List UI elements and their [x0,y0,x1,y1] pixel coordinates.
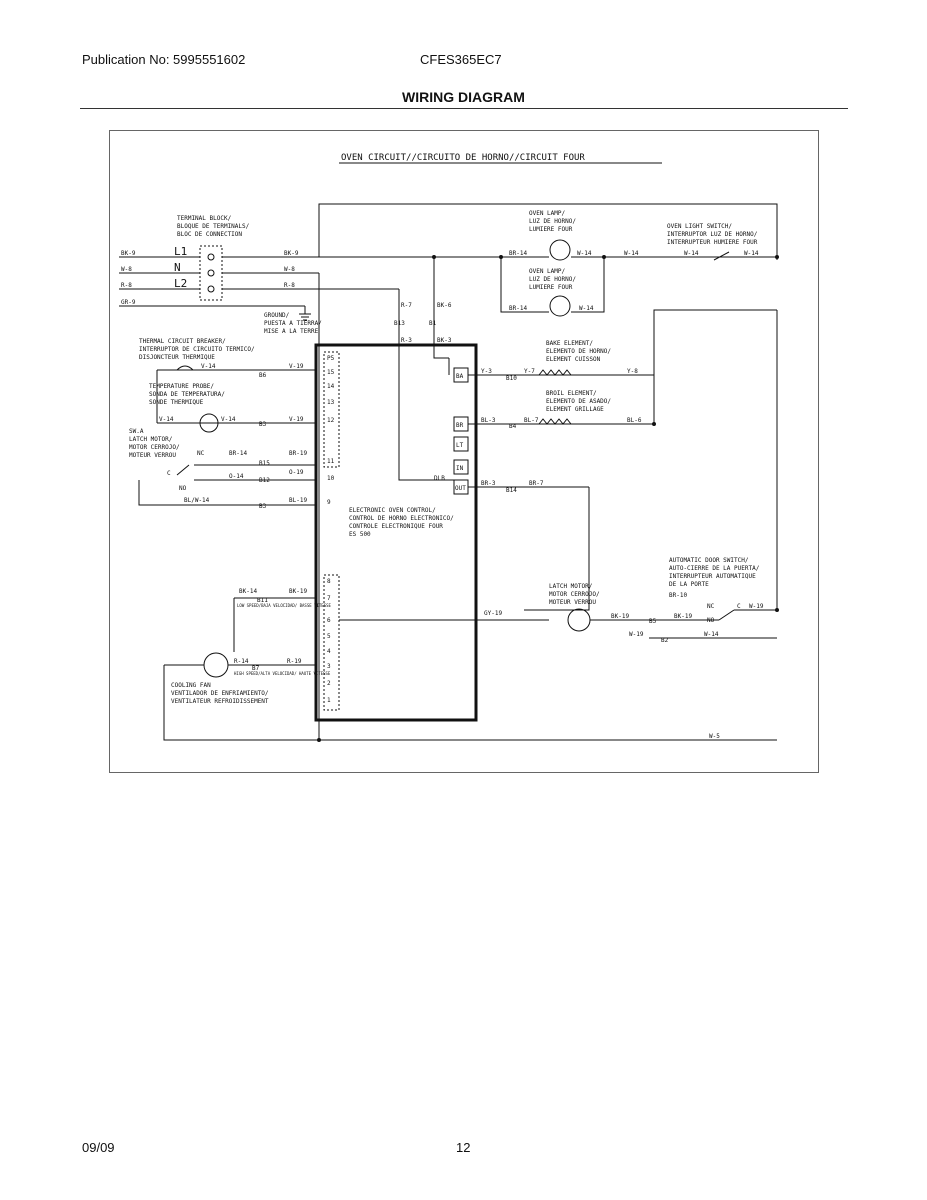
temp-probe-label: SONDA DE TEMPERATURA/ [149,391,225,398]
wire-label: BR-3 [481,480,496,487]
light-switch-contact [714,252,729,260]
wire-label: V-14 [221,416,236,423]
wire-label: B3 [259,421,267,428]
wire-label: B13 [394,320,405,327]
latch-switch-contact [177,465,189,475]
door-switch-label: AUTO-CIERRE DE LA PUERTA/ [669,565,760,572]
relay-label: IN [456,465,464,472]
eoc-pin-label: 5 [327,633,331,640]
latch-motor-left-label: LATCH MOTOR/ [129,436,173,443]
latch-motor-left-label: MOTOR CERROJO/ [129,444,180,451]
wire-label: B4 [509,423,517,430]
wire-label: W-14 [577,250,592,257]
latch-motor-right-label: LATCH MOTOR/ [549,583,593,590]
wire-label: R-8 [121,282,132,289]
junction-dot [499,255,503,259]
dlb-label: DLB [434,475,445,482]
oven-lamp-1-label: LUZ DE HORNO/ [529,218,576,225]
wire-label: BR-19 [289,450,308,457]
temp-probe-label: TEMPERATURE PROBE/ [149,383,215,390]
eoc-pin-label: 4 [327,648,331,655]
wire-label: W-8 [284,266,295,273]
wire-label: B11 [257,597,268,604]
wire-label: B6 [259,372,267,379]
wire-label: NC [707,603,715,610]
wire-label: Y-3 [481,368,492,375]
wire-label: R-7 [401,302,412,309]
wire-label: W-14 [704,631,719,638]
ground-label: MISE A LA TERRE [264,328,319,335]
oven-lamp-1-label: OVEN LAMP/ [529,210,566,217]
bake-element-label: BAKE ELEMENT/ [546,340,593,347]
wire-label: O-19 [289,469,304,476]
wire-label: W-14 [744,250,759,257]
eoc-pin-label: 14 [327,383,335,390]
thermal-breaker-label: DISJONCTEUR THERMIQUE [139,354,215,361]
terminal-l1-label: L1 [174,245,188,258]
wire-label: R-19 [287,658,302,665]
ground-label: GROUND/ [264,312,290,319]
oven-lamp-1-icon [550,240,570,260]
wire-label: C [167,470,171,477]
wire-label: NC [197,450,205,457]
wire-label: W-14 [624,250,639,257]
wire-label: BK-3 [437,337,452,344]
cooling-fan-label: COOLING FAN [171,682,211,689]
eoc-board [316,345,476,720]
ground-label: PUESTA A TIERRA/ [264,320,322,327]
eoc-pin-label: 9 [327,499,331,506]
model-number: CFES365EC7 [420,52,502,67]
wire-label: B2 [661,637,669,644]
bake-element-label: ELEMENTO DE HORNO/ [546,348,612,355]
wire-label: W-19 [629,631,644,638]
wire-label: BR-7 [529,480,544,487]
eoc-pin-label: 2 [327,680,331,687]
door-switch-label: INTERRUPTEUR AUTOMATIQUE [669,573,756,580]
temp-probe-label: SONDE THERMIQUE [149,399,204,406]
wire-label: V-14 [201,363,216,370]
oven-lamp-2-label: OVEN LAMP/ [529,268,566,275]
eoc-label: CONTROL DE HORNO ELECTRONICO/ [349,515,454,522]
door-switch-label: AUTOMATIC DOOR SWITCH/ [669,557,749,564]
eoc-label: ES 500 [349,531,371,538]
wire-label: BL-3 [481,417,496,424]
wire-label: GR-9 [121,299,136,306]
cooling-fan-label: VENTILADOR DE ENFRIAMIENTO/ [171,690,269,697]
terminal-n [208,270,214,276]
eoc-pin-label: 15 [327,369,335,376]
wire-label: BK-14 [239,588,258,595]
wire-label: W-14 [579,305,594,312]
wire-label: BR-10 [669,592,688,599]
wire-label: V-19 [289,416,304,423]
wire-label: W-5 [709,733,720,740]
wire-label: BR-14 [509,305,528,312]
wire-label: NO [707,617,715,624]
door-switch-contact [719,610,734,620]
wire-r7 [399,289,459,480]
bake-element-label: ELEMENT CUISSON [546,356,601,363]
wire-label: BK-19 [674,613,693,620]
eoc-pin-label: 3 [327,663,331,670]
wire-label: BK-19 [611,613,630,620]
light-switch-label: INTERRUPTOR LUZ DE HORNO/ [667,231,758,238]
wire-label: Y-8 [627,368,638,375]
relay-label: LT [456,442,464,449]
wire-label: BL-7 [524,417,539,424]
eoc-pin-label: 6 [327,617,331,624]
wire-label: BL-19 [289,497,308,504]
light-switch-label: OVEN LIGHT SWITCH/ [667,223,733,230]
junction-dot [775,255,779,259]
latch-motor-left-label: SW.A [129,428,144,435]
wire-label: R-14 [234,658,249,665]
junction-dot [652,422,656,426]
wire-label: B14 [506,487,517,494]
eoc-pin-label: 12 [327,417,335,424]
wiring-diagram [109,130,819,773]
eoc-label: CONTROLE ELECTRONIQUE FOUR [349,523,443,530]
wire-label: BL-6 [627,417,642,424]
relay-label: BA [456,373,464,380]
wire-label: B7 [252,665,260,672]
eoc-label: ELECTRONIC OVEN CONTROL/ [349,507,436,514]
oven-lamp-2-label: LUZ DE HORNO/ [529,276,576,283]
page-title: WIRING DIAGRAM [402,89,525,105]
door-switch-label: DE LA PORTE [669,581,709,588]
wire-label: B1 [429,320,437,327]
circuit-title: OVEN CIRCUIT//CIRCUITO DE HORNO//CIRCUIT FOUR [341,153,585,163]
latch-motor-left-label: MOTEUR VERROU [129,452,176,459]
eoc-pin-label: 11 [327,458,335,465]
wire-junctions [317,255,779,742]
wire-label: GY-19 [484,610,503,617]
latch-motor-right-label: MOTEUR VERROU [549,599,596,606]
wire-label: V-19 [289,363,304,370]
header-divider [80,108,848,109]
broil-element-label: BROIL ELEMENT/ [546,390,597,397]
wire-label: B10 [506,375,517,382]
footer-page-number: 12 [456,1140,471,1155]
oven-lamp-1-label: LUMIERE FOUR [529,226,573,233]
footer-date: 09/09 [82,1140,115,1155]
terminal-l2 [208,286,214,292]
junction-dot [317,738,321,742]
wire-label: R-3 [401,337,412,344]
wire-label: B3 [259,503,267,510]
terminal-block-label: BLOQUE DE TERMINALS/ [177,223,250,230]
wire-label: W-14 [684,250,699,257]
cooling-fan-label: VENTILATEUR REFROIDISSEMENT [171,698,269,705]
terminal-l2-label: L2 [174,277,188,290]
eoc-pin-label: 1 [327,697,331,704]
latch-motor-right-label: MOTOR CERROJO/ [549,591,600,598]
cooling-fan-icon [204,653,228,677]
wire-label: W-8 [121,266,132,273]
relay-label: BR [456,422,464,429]
wire-label: BK-19 [289,588,308,595]
bake-element-icon [539,370,571,375]
wire-label: BR-14 [229,450,248,457]
eoc-pin-label: 10 [327,475,335,482]
eoc-pin-label: P5 [327,355,335,362]
broil-element-label: ELEMENT GRILLAGE [546,406,604,413]
thermal-breaker-label: INTERRUPTOR DE CIRCUITO TERMICO/ [139,346,255,353]
wire-label: BK-9 [284,250,299,257]
eoc-pin-label: 8 [327,578,331,585]
wire-label: R-8 [284,282,295,289]
terminal-block-label: BLOC DE CONNECTION [177,231,243,238]
wire-label: B12 [259,477,270,484]
publication-number: Publication No: 5995551602 [82,52,246,67]
wire-l2-bus [654,310,777,424]
fan-speed-high-label: HIGH SPEED/ALTA VELOCIDAD/ HAUTE VITESSE [234,671,331,676]
light-switch-label: INTERRUPTEUR HUMIERE FOUR [667,239,758,246]
wire-label: BK-9 [121,250,136,257]
terminal-n-label: N [174,261,181,274]
junction-dot [432,255,436,259]
wire-label: Y-7 [524,368,535,375]
wire-label: NO [179,485,187,492]
junction-dot [602,255,606,259]
fan-speed-low-label: LOW SPEED/BAJA VELOCIDAD/ BASSE VITESSE [237,603,331,608]
wire-label: BK-6 [437,302,452,309]
wire-label: W-19 [749,603,764,610]
eoc-pin-label: 7 [327,595,331,602]
thermal-breaker-label: THERMAL CIRCUIT BREAKER/ [139,338,226,345]
latch-motor-icon [568,609,590,631]
wire-label: B15 [259,460,270,467]
terminal-block-label: TERMINAL BLOCK/ [177,215,232,222]
relay-label: OUT [455,485,466,492]
thermal-breaker-icon [177,366,193,370]
wire-label: B5 [649,618,657,625]
broil-element-icon [539,419,571,424]
oven-lamp-2-icon [550,296,570,316]
broil-element-label: ELEMENTO DE ASADO/ [546,398,612,405]
oven-lamp-2-label: LUMIERE FOUR [529,284,573,291]
wire-label: O-14 [229,473,244,480]
junction-dot [775,608,779,612]
terminal-l1 [208,254,214,260]
wire-label: V-14 [159,416,174,423]
wire-label: BL/W-14 [184,497,210,504]
eoc-pin-label: 13 [327,399,335,406]
ground-symbol [299,306,311,320]
wire-label: C [737,603,741,610]
wire-w14-lamp2 [571,257,604,312]
wire-label: BR-14 [509,250,528,257]
